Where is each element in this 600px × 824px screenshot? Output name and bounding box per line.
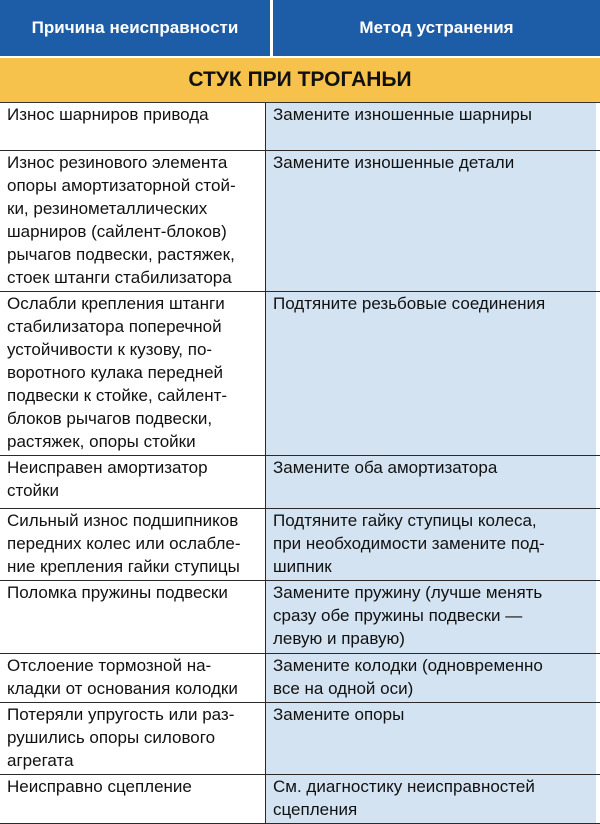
table-row [0, 775, 600, 824]
cause-cell: Неисправно сцепление [0, 775, 266, 823]
table-row [0, 654, 600, 703]
header-fix: Метод устранения [359, 18, 514, 37]
table-row [0, 581, 600, 654]
fix-cell: Замените опоры [266, 703, 596, 774]
fix-cell: Замените оба амортизатора [266, 456, 596, 508]
table-row [0, 456, 600, 509]
fix-cell: Подтяните гайку ступицы колеса, при необходимости замените под- шипник [266, 509, 596, 580]
fix-cell: Замените изношенные детали [266, 151, 596, 291]
cause-cell: Потеряли упругость или раз- рушились опоры силового агрегата [0, 703, 266, 774]
cause-cell: Отслоение тормозной на- кладки от основания колодки [0, 654, 266, 702]
table-row [0, 151, 600, 292]
table-row [0, 509, 600, 581]
cause-cell: Износ резинового элемента опоры амортизаторной стой- ки, резинометаллических шарниров (сайлент-блоков) рычагов подвески, растяжек, стоек штанги стабилизатора [0, 151, 266, 291]
fix-cell: См. диагностику неисправностей сцепления [266, 775, 596, 823]
cause-cell: Неисправен амортизатор стойки [0, 456, 266, 508]
fix-cell: Замените колодки (одновременно все на одной оси) [266, 654, 596, 702]
table-row [0, 103, 600, 151]
cause-cell: Сильный износ подшипников передних колес или ослабле- ние крепления гайки ступицы [0, 509, 266, 580]
fix-cell: Подтяните резьбовые соединения [266, 292, 596, 455]
table-row [0, 703, 600, 775]
table-header [0, 0, 600, 56]
cause-cell: Ослабли крепления штанги стабилизатора поперечной устойчивости к кузову, по- воротного кулака передней подвески к стойке, сайлент- блоков рычагов подвески, растяжек, опоры стойки [0, 292, 266, 455]
header-cause: Причина неисправности [0, 0, 273, 56]
table-row [0, 292, 600, 456]
cause-cell: Поломка пружины подвески [0, 581, 266, 653]
cause-cell: Износ шарниров привода [0, 103, 266, 150]
fix-cell: Замените изношенные шарниры [266, 103, 596, 150]
section-title: СТУК ПРИ ТРОГАНЬИ [0, 56, 600, 103]
fix-cell: Замените пружину (лучше менять сразу обе пружины подвески — левую и правую) [266, 581, 596, 653]
